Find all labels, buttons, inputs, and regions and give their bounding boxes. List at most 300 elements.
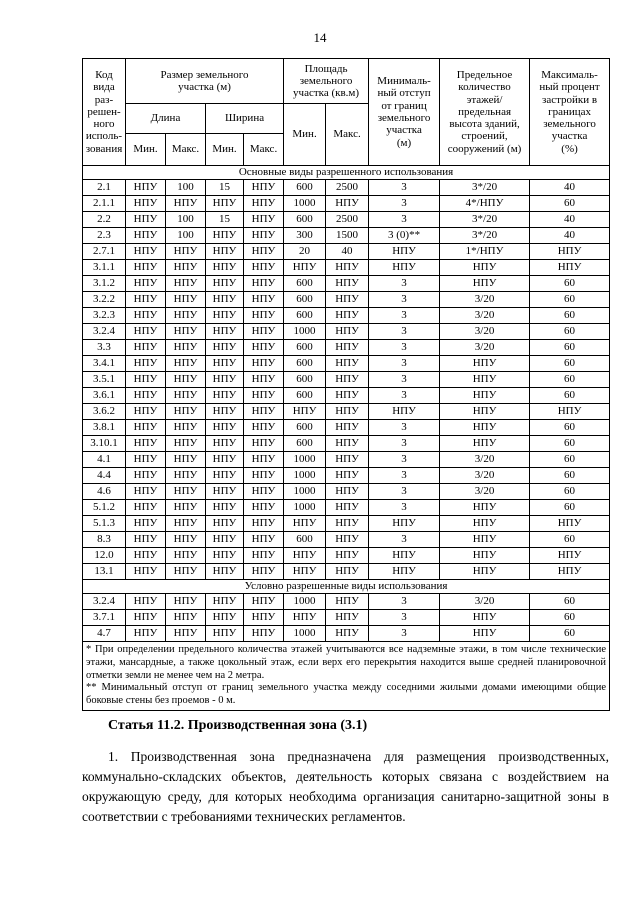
table-cell: 3 xyxy=(369,626,440,642)
table-cell: НПУ xyxy=(126,516,166,532)
table-cell: 1000 xyxy=(284,468,326,484)
table-cell: НПУ xyxy=(166,276,206,292)
table-cell: 3/20 xyxy=(440,468,530,484)
table-cell: 1000 xyxy=(284,452,326,468)
table-cell: 2.2 xyxy=(83,212,126,228)
table-cell: 600 xyxy=(284,292,326,308)
table-cell: НПУ xyxy=(166,196,206,212)
table-row xyxy=(83,516,610,532)
table-cell: 60 xyxy=(530,484,610,500)
table-cell: 60 xyxy=(530,196,610,212)
table-cell: НПУ xyxy=(166,594,206,610)
table-cell: НПУ xyxy=(244,436,284,452)
table-cell: 60 xyxy=(530,500,610,516)
table-cell: 15 xyxy=(206,180,244,196)
table-cell: НПУ xyxy=(326,404,369,420)
table-cell: НПУ xyxy=(244,532,284,548)
table-cell: НПУ xyxy=(126,436,166,452)
table-cell: 3.6.1 xyxy=(83,388,126,404)
table-row xyxy=(83,212,610,228)
table-cell: 3/20 xyxy=(440,452,530,468)
table-cell: НПУ xyxy=(440,260,530,276)
table-cell: 5.1.3 xyxy=(83,516,126,532)
table-cell: 3*/20 xyxy=(440,212,530,228)
table-row xyxy=(83,244,610,260)
table-row xyxy=(83,452,610,468)
table-cell: 3 (0)** xyxy=(369,228,440,244)
table-cell: 1000 xyxy=(284,324,326,340)
table-cell: НПУ xyxy=(206,228,244,244)
table-cell: 3.1.1 xyxy=(83,260,126,276)
table-cell: НПУ xyxy=(530,564,610,580)
table-cell: НПУ xyxy=(326,196,369,212)
table-cell: НПУ xyxy=(284,516,326,532)
table-cell: НПУ xyxy=(126,292,166,308)
table-cell: 3 xyxy=(369,610,440,626)
table-cell: 1000 xyxy=(284,594,326,610)
table-cell: НПУ xyxy=(284,548,326,564)
table-cell: 600 xyxy=(284,340,326,356)
table-cell: НПУ xyxy=(206,404,244,420)
table-cell: 2.3 xyxy=(83,228,126,244)
table-cell: НПУ xyxy=(166,356,206,372)
table-cell: НПУ xyxy=(206,276,244,292)
table-cell: 3 xyxy=(369,468,440,484)
table-cell: 2500 xyxy=(326,212,369,228)
table-cell: 3 xyxy=(369,372,440,388)
header-min-setback: Минималь- ный отступ от границ земельного участка (м) xyxy=(369,59,440,166)
table-cell: НПУ xyxy=(166,548,206,564)
table-cell: НПУ xyxy=(206,324,244,340)
table-cell: НПУ xyxy=(326,308,369,324)
table-notes xyxy=(83,642,610,711)
table-cell: НПУ xyxy=(166,324,206,340)
table-cell: 3 xyxy=(369,276,440,292)
table-cell: НПУ xyxy=(126,420,166,436)
table-cell: 1*/НПУ xyxy=(440,244,530,260)
table-cell: НПУ xyxy=(126,260,166,276)
table-cell: НПУ xyxy=(206,626,244,642)
table-cell: НПУ xyxy=(206,308,244,324)
table-cell: НПУ xyxy=(126,388,166,404)
table-cell: 300 xyxy=(284,228,326,244)
table-cell: НПУ xyxy=(530,260,610,276)
table-cell: НПУ xyxy=(126,244,166,260)
table-cell: 3 xyxy=(369,324,440,340)
table-cell: НПУ xyxy=(326,340,369,356)
table-row xyxy=(83,594,610,610)
table-cell: НПУ xyxy=(126,468,166,484)
table-cell: 3/20 xyxy=(440,292,530,308)
table-cell: НПУ xyxy=(244,564,284,580)
table-cell: НПУ xyxy=(166,500,206,516)
table-cell: 3.5.1 xyxy=(83,372,126,388)
table-cell: НПУ xyxy=(166,626,206,642)
table-cell: 60 xyxy=(530,324,610,340)
table-cell: 3 xyxy=(369,532,440,548)
table-cell: 20 xyxy=(284,244,326,260)
table-cell: 3.2.4 xyxy=(83,594,126,610)
table-cell: НПУ xyxy=(284,404,326,420)
table-row xyxy=(83,468,610,484)
table-cell: 3.6.2 xyxy=(83,404,126,420)
table-cell: НПУ xyxy=(326,276,369,292)
table-cell: 1000 xyxy=(284,484,326,500)
table-row xyxy=(83,436,610,452)
table-cell: 3.8.1 xyxy=(83,420,126,436)
table-cell: НПУ xyxy=(166,260,206,276)
table-cell: НПУ xyxy=(126,532,166,548)
header-max-coverage: Максималь- ный процент застройки в границах земельного участка (%) xyxy=(530,59,610,166)
table-cell: 60 xyxy=(530,436,610,452)
table-cell: 60 xyxy=(530,340,610,356)
table-row xyxy=(83,196,610,212)
table-cell: НПУ xyxy=(206,260,244,276)
table-cell: 600 xyxy=(284,388,326,404)
table-cell: НПУ xyxy=(166,292,206,308)
table-cell: НПУ xyxy=(244,340,284,356)
table-cell: НПУ xyxy=(244,244,284,260)
header-length: Длина xyxy=(126,104,206,134)
header-plot-size: Размер земельного участка (м) xyxy=(126,59,284,104)
table-cell: НПУ xyxy=(284,564,326,580)
table-cell: 60 xyxy=(530,594,610,610)
table-cell: 60 xyxy=(530,420,610,436)
table-cell: НПУ xyxy=(326,452,369,468)
table-cell: НПУ xyxy=(126,356,166,372)
table-cell: НПУ xyxy=(284,610,326,626)
table-cell: НПУ xyxy=(244,484,284,500)
table-row xyxy=(83,260,610,276)
table-cell: НПУ xyxy=(126,452,166,468)
table-cell: 600 xyxy=(284,180,326,196)
table-cell: НПУ xyxy=(244,308,284,324)
table-cell: НПУ xyxy=(244,610,284,626)
table-cell: НПУ xyxy=(166,404,206,420)
table-cell: 100 xyxy=(166,180,206,196)
table-cell: 3 xyxy=(369,212,440,228)
header-area-min: Мин. xyxy=(284,104,326,166)
table-cell: 100 xyxy=(166,212,206,228)
table-cell: НПУ xyxy=(166,420,206,436)
table-cell: НПУ xyxy=(326,500,369,516)
table-cell: 4.6 xyxy=(83,484,126,500)
table-cell: НПУ xyxy=(126,594,166,610)
table-cell: НПУ xyxy=(126,372,166,388)
table-cell: 2.1.1 xyxy=(83,196,126,212)
table-cell: НПУ xyxy=(326,372,369,388)
table-cell: НПУ xyxy=(440,388,530,404)
table-cell: 3 xyxy=(369,594,440,610)
table-cell: НПУ xyxy=(530,244,610,260)
table-row xyxy=(83,532,610,548)
table-cell: 3.4.1 xyxy=(83,356,126,372)
table-cell: НПУ xyxy=(326,484,369,500)
table-cell: 2.7.1 xyxy=(83,244,126,260)
table-row xyxy=(83,340,610,356)
table-cell: НПУ xyxy=(126,404,166,420)
table-cell: НПУ xyxy=(206,436,244,452)
table-cell: НПУ xyxy=(206,548,244,564)
table-cell: 3 xyxy=(369,452,440,468)
table-cell: 3*/20 xyxy=(440,180,530,196)
table-row xyxy=(83,420,610,436)
table-cell: 4.7 xyxy=(83,626,126,642)
table-cell: НПУ xyxy=(326,356,369,372)
table-cell: НПУ xyxy=(166,484,206,500)
table-cell: НПУ xyxy=(166,564,206,580)
table-cell: 60 xyxy=(530,626,610,642)
table-cell: НПУ xyxy=(244,212,284,228)
table-cell: НПУ xyxy=(126,548,166,564)
table-row xyxy=(83,500,610,516)
table-cell: НПУ xyxy=(440,436,530,452)
table-cell: 3/20 xyxy=(440,308,530,324)
table-cell: 12.0 xyxy=(83,548,126,564)
table-cell: НПУ xyxy=(326,610,369,626)
table-cell: НПУ xyxy=(166,372,206,388)
table-cell: НПУ xyxy=(326,260,369,276)
table-cell: НПУ xyxy=(440,276,530,292)
table-cell: НПУ xyxy=(126,276,166,292)
table-cell: 3.2.4 xyxy=(83,324,126,340)
table-cell: НПУ xyxy=(244,468,284,484)
header-width: Ширина xyxy=(206,104,284,134)
table-cell: НПУ xyxy=(530,548,610,564)
table-cell: 60 xyxy=(530,532,610,548)
table-cell: НПУ xyxy=(440,516,530,532)
table-cell: 600 xyxy=(284,532,326,548)
table-cell: 1000 xyxy=(284,626,326,642)
table-cell: 3 xyxy=(369,356,440,372)
table-cell: 3 xyxy=(369,308,440,324)
table-cell: 3 xyxy=(369,484,440,500)
table-cell: НПУ xyxy=(326,324,369,340)
note-floors: * При определении предельного количества этажей учитываются все надземные этажи, в том числе технические этажи, мансардные, а также цокольный этаж, если верх его перекрытия находится выше средней планировочной отметки земли не менее чем на 2 метра. xyxy=(86,644,607,681)
table-cell: НПУ xyxy=(244,372,284,388)
table-row xyxy=(83,356,610,372)
table-cell: НПУ xyxy=(166,532,206,548)
table-cell: НПУ xyxy=(440,500,530,516)
table-cell: НПУ xyxy=(326,548,369,564)
table-cell: 15 xyxy=(206,212,244,228)
table-cell: 60 xyxy=(530,468,610,484)
table-cell: НПУ xyxy=(126,212,166,228)
table-cell: 60 xyxy=(530,452,610,468)
table-row xyxy=(83,180,610,196)
table-cell: НПУ xyxy=(244,292,284,308)
table-row xyxy=(83,292,610,308)
table-cell: НПУ xyxy=(440,404,530,420)
table-cell: НПУ xyxy=(440,532,530,548)
table-cell: НПУ xyxy=(440,372,530,388)
page-number: 14 xyxy=(313,30,327,45)
table-cell: 4.1 xyxy=(83,452,126,468)
header-width-min: Мин. xyxy=(206,134,244,166)
header-length-min: Мин. xyxy=(126,134,166,166)
table-cell: НПУ xyxy=(244,276,284,292)
table-row xyxy=(83,626,610,642)
table-cell: НПУ xyxy=(206,292,244,308)
table-cell: НПУ xyxy=(166,610,206,626)
table-cell: 4*/НПУ xyxy=(440,196,530,212)
table-row xyxy=(83,228,610,244)
table-cell: 60 xyxy=(530,388,610,404)
table-cell: 60 xyxy=(530,292,610,308)
article-title: Статья 11.2. Производственная зона (3.1) xyxy=(108,718,368,733)
table-cell: 3/20 xyxy=(440,340,530,356)
table-cell: НПУ xyxy=(206,500,244,516)
table-cell: 1000 xyxy=(284,196,326,212)
table-cell: 2500 xyxy=(326,180,369,196)
section-conditional-uses: Условно разрешенные виды использования xyxy=(83,580,610,594)
table-cell: 3 xyxy=(369,388,440,404)
table-cell: НПУ xyxy=(440,626,530,642)
table-cell: НПУ xyxy=(206,244,244,260)
table-cell: 1500 xyxy=(326,228,369,244)
table-cell: НПУ xyxy=(206,356,244,372)
table-cell: НПУ xyxy=(440,356,530,372)
table-cell: НПУ xyxy=(126,228,166,244)
table-cell: 3 xyxy=(369,420,440,436)
table-cell: НПУ xyxy=(244,404,284,420)
table-cell: НПУ xyxy=(244,228,284,244)
table-cell: 3 xyxy=(369,436,440,452)
header-floors-height: Предельное количество этажей/ предельная высота зданий, строений, сооружений (м) xyxy=(440,59,530,166)
table-cell: НПУ xyxy=(166,388,206,404)
table-cell: НПУ xyxy=(166,340,206,356)
table-cell: НПУ xyxy=(284,260,326,276)
table-cell: 3 xyxy=(369,196,440,212)
table-cell: НПУ xyxy=(166,468,206,484)
table-cell: 600 xyxy=(284,212,326,228)
table-cell: НПУ xyxy=(244,516,284,532)
table-cell: НПУ xyxy=(326,388,369,404)
table-cell: 2.1 xyxy=(83,180,126,196)
note-setback: ** Минимальный отступ от границ земельного участка между соседними жилыми домами имеющими общие боковые стены без проемов - 0 м. xyxy=(86,682,607,707)
table-cell: НПУ xyxy=(440,564,530,580)
table-cell: НПУ xyxy=(206,340,244,356)
table-cell: НПУ xyxy=(369,516,440,532)
table-cell: 40 xyxy=(326,244,369,260)
table-cell: НПУ xyxy=(530,404,610,420)
table-cell: 600 xyxy=(284,420,326,436)
header-area-max: Макс. xyxy=(326,104,369,166)
table-cell: 3 xyxy=(369,340,440,356)
table-cell: НПУ xyxy=(326,516,369,532)
table-cell: НПУ xyxy=(244,180,284,196)
table-row xyxy=(83,372,610,388)
table-cell: НПУ xyxy=(244,260,284,276)
table-cell: НПУ xyxy=(206,594,244,610)
table-cell: 600 xyxy=(284,436,326,452)
table-cell: НПУ xyxy=(244,356,284,372)
table-cell: НПУ xyxy=(244,594,284,610)
table-cell: 40 xyxy=(530,180,610,196)
table-cell: НПУ xyxy=(244,548,284,564)
table-cell: НПУ xyxy=(166,308,206,324)
table-cell: НПУ xyxy=(126,324,166,340)
table-cell: НПУ xyxy=(244,196,284,212)
table-cell: НПУ xyxy=(244,420,284,436)
table-cell: НПУ xyxy=(326,594,369,610)
table-cell: 3.1.2 xyxy=(83,276,126,292)
header-plot-area: Площадь земельного участка (кв.м) xyxy=(284,59,369,104)
table-cell: 600 xyxy=(284,372,326,388)
table-cell: НПУ xyxy=(206,532,244,548)
table-cell: НПУ xyxy=(369,404,440,420)
table-cell: 3.3 xyxy=(83,340,126,356)
table-cell: 3/20 xyxy=(440,594,530,610)
table-cell: НПУ xyxy=(326,564,369,580)
table-cell: 60 xyxy=(530,610,610,626)
table-cell: НПУ xyxy=(244,388,284,404)
land-use-regulations-table xyxy=(82,58,610,711)
table-cell: НПУ xyxy=(126,626,166,642)
table-cell: 60 xyxy=(530,356,610,372)
table-row xyxy=(83,404,610,420)
table-row xyxy=(83,548,610,564)
table-cell: НПУ xyxy=(440,420,530,436)
table-cell: НПУ xyxy=(206,610,244,626)
table-cell: 40 xyxy=(530,228,610,244)
header-length-max: Макс. xyxy=(166,134,206,166)
table-cell: НПУ xyxy=(440,548,530,564)
table-cell: НПУ xyxy=(126,564,166,580)
table-cell: 3.7.1 xyxy=(83,610,126,626)
table-cell: НПУ xyxy=(126,500,166,516)
table-cell: 3.2.3 xyxy=(83,308,126,324)
table-cell: НПУ xyxy=(326,436,369,452)
table-cell: НПУ xyxy=(206,484,244,500)
table-cell: НПУ xyxy=(326,292,369,308)
table-row xyxy=(83,324,610,340)
table-cell: 8.3 xyxy=(83,532,126,548)
table-cell: НПУ xyxy=(126,484,166,500)
table-row xyxy=(83,610,610,626)
table-row xyxy=(83,388,610,404)
table-cell: НПУ xyxy=(244,452,284,468)
table-cell: НПУ xyxy=(166,452,206,468)
table-cell: НПУ xyxy=(206,452,244,468)
table-cell: 40 xyxy=(530,212,610,228)
article-paragraph: 1. Производственная зона предназначена для размещения производственных, коммунально-складских объектов, деятельность которых связана с воздействием на окружающую среду, для которых необходима организация санитарно-защитной зоны в соответствии с требованиями технических регламентов. xyxy=(82,749,609,824)
table-cell: 600 xyxy=(284,276,326,292)
table-cell: 3*/20 xyxy=(440,228,530,244)
table-cell: НПУ xyxy=(206,196,244,212)
table-cell: НПУ xyxy=(206,468,244,484)
table-cell: НПУ xyxy=(244,324,284,340)
table-cell: 3.10.1 xyxy=(83,436,126,452)
table-cell: НПУ xyxy=(326,532,369,548)
table-cell: 3 xyxy=(369,500,440,516)
table-cell: 3 xyxy=(369,180,440,196)
table-cell: 5.1.2 xyxy=(83,500,126,516)
table-cell: НПУ xyxy=(369,260,440,276)
table-cell: НПУ xyxy=(244,500,284,516)
table-cell: НПУ xyxy=(244,626,284,642)
table-cell: НПУ xyxy=(206,564,244,580)
table-cell: НПУ xyxy=(326,626,369,642)
table-cell: НПУ xyxy=(326,468,369,484)
table-cell: 3/20 xyxy=(440,324,530,340)
header-width-max: Макс. xyxy=(244,134,284,166)
table-cell: НПУ xyxy=(206,420,244,436)
table-cell: НПУ xyxy=(126,308,166,324)
table-cell: НПУ xyxy=(126,340,166,356)
table-row xyxy=(83,276,610,292)
table-cell: НПУ xyxy=(126,610,166,626)
